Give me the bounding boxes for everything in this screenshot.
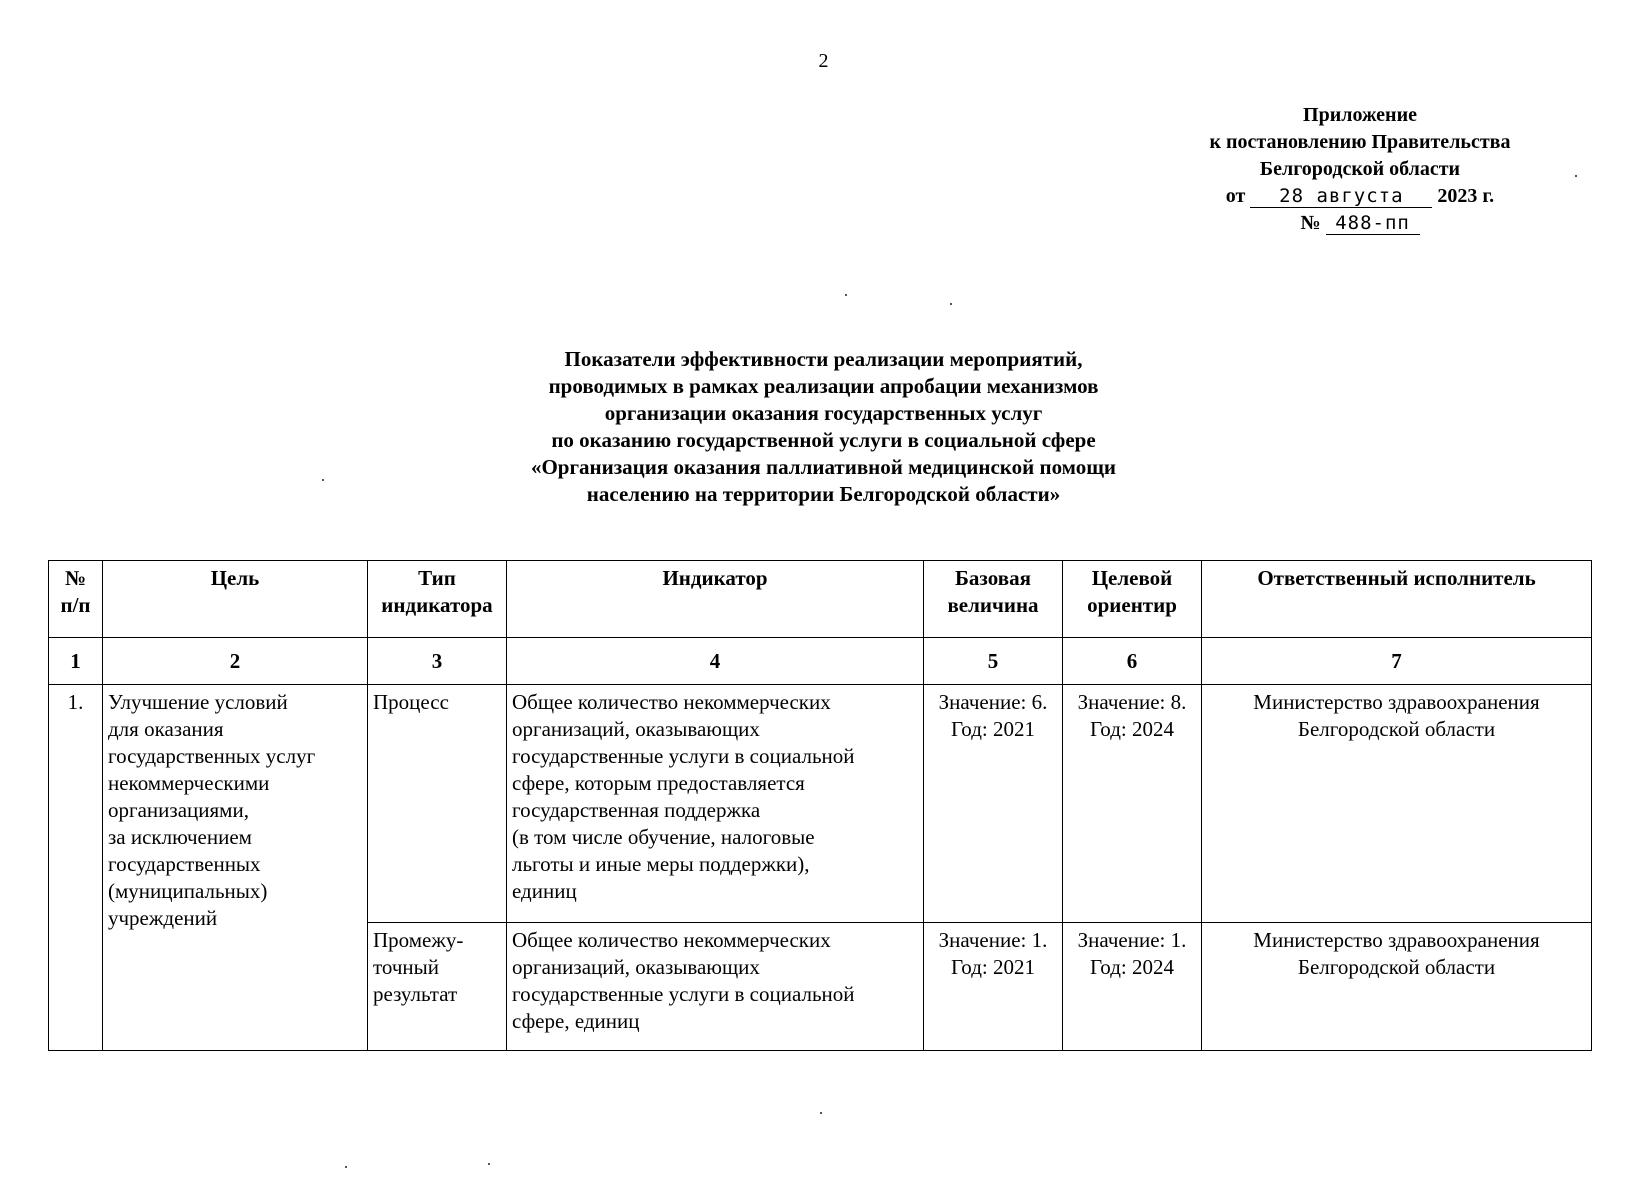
indicator-cell: Общее количество некоммерческих организаций, оказывающих государственные услуги в социальной сфере, которым предоставляется государственная поддержка (в том числе обучение, налоговые льготы и иные меры поддержки), единиц <box>507 685 924 923</box>
column-number: 3 <box>368 638 507 685</box>
title-line: организации оказания государственных услуг <box>604 401 1043 425</box>
indicators-table <box>48 560 1592 1051</box>
appendix-line-2: к постановлению Правительства <box>1209 131 1511 153</box>
column-number: 7 <box>1202 638 1592 685</box>
scan-speck <box>1575 175 1577 177</box>
target-value-cell: Значение: 8. Год: 2024 <box>1063 685 1202 923</box>
header-executor: Ответственный исполнитель <box>1202 561 1592 638</box>
column-number: 5 <box>924 638 1063 685</box>
header-type: Тип индикатора <box>368 561 507 638</box>
scan-speck <box>322 479 324 481</box>
indicator-type-cell: Процесс <box>368 685 507 923</box>
title-line: Показатели эффективности реализации мероприятий, <box>564 347 1083 371</box>
header-num: № п/п <box>49 561 103 638</box>
goal-cell: Улучшение условий для оказания государственных услуг некоммерческими организациями, за исключением государственных (муниципальных) учреждений <box>103 685 368 1051</box>
column-number: 1 <box>49 638 103 685</box>
appendix-block <box>1150 102 1570 237</box>
appendix-date-line <box>1150 183 1570 210</box>
title-line: населению на территории Белгородской области» <box>586 482 1061 506</box>
header-indicator: Индикатор <box>507 561 924 638</box>
scan-speck <box>345 1166 347 1168</box>
target-value-cell: Значение: 1. Год: 2024 <box>1063 923 1202 1051</box>
date-value: 28 августа <box>1250 185 1432 208</box>
number-value: 488-пп <box>1326 212 1420 235</box>
title-line: по оказанию государственной услуги в социальной сфере <box>551 428 1096 452</box>
date-prefix: от <box>1225 185 1246 207</box>
title-line: проводимых в рамках реализации апробации механизмов <box>548 374 1099 398</box>
row-number: 1. <box>49 685 103 1051</box>
indicator-cell: Общее количество некоммерческих организаций, оказывающих государственные услуги в социальной сфере, единиц <box>507 923 924 1051</box>
header-target: Целевой ориентир <box>1063 561 1202 638</box>
header-goal: Цель <box>103 561 368 638</box>
scan-speck <box>820 1112 822 1114</box>
title-line: «Организация оказания паллиативной медицинской помощи <box>530 455 1117 479</box>
scan-speck <box>950 303 952 305</box>
column-number: 4 <box>507 638 924 685</box>
header-row <box>49 561 1592 638</box>
base-value-cell: Значение: 1. Год: 2021 <box>924 923 1063 1051</box>
table-row <box>49 685 1592 923</box>
column-number-row <box>49 638 1592 685</box>
base-value-cell: Значение: 6. Год: 2021 <box>924 685 1063 923</box>
scan-speck <box>488 1163 490 1165</box>
scan-speck <box>845 294 847 296</box>
appendix-number-line <box>1150 210 1570 237</box>
page-number: 2 <box>818 50 829 72</box>
executor-cell: Министерство здравоохранения Белгородской области <box>1202 685 1592 923</box>
number-prefix: № <box>1300 212 1321 234</box>
header-base: Базовая величина <box>924 561 1063 638</box>
appendix-line-3: Белгородской области <box>1259 158 1461 180</box>
appendix-title: Приложение <box>1303 104 1417 126</box>
column-number: 2 <box>103 638 368 685</box>
document-title <box>0 346 1647 508</box>
executor-cell: Министерство здравоохранения Белгородской области <box>1202 923 1592 1051</box>
column-number: 6 <box>1063 638 1202 685</box>
date-suffix: 2023 г. <box>1437 185 1495 207</box>
indicator-type-cell: Промежу- точный результат <box>368 923 507 1051</box>
